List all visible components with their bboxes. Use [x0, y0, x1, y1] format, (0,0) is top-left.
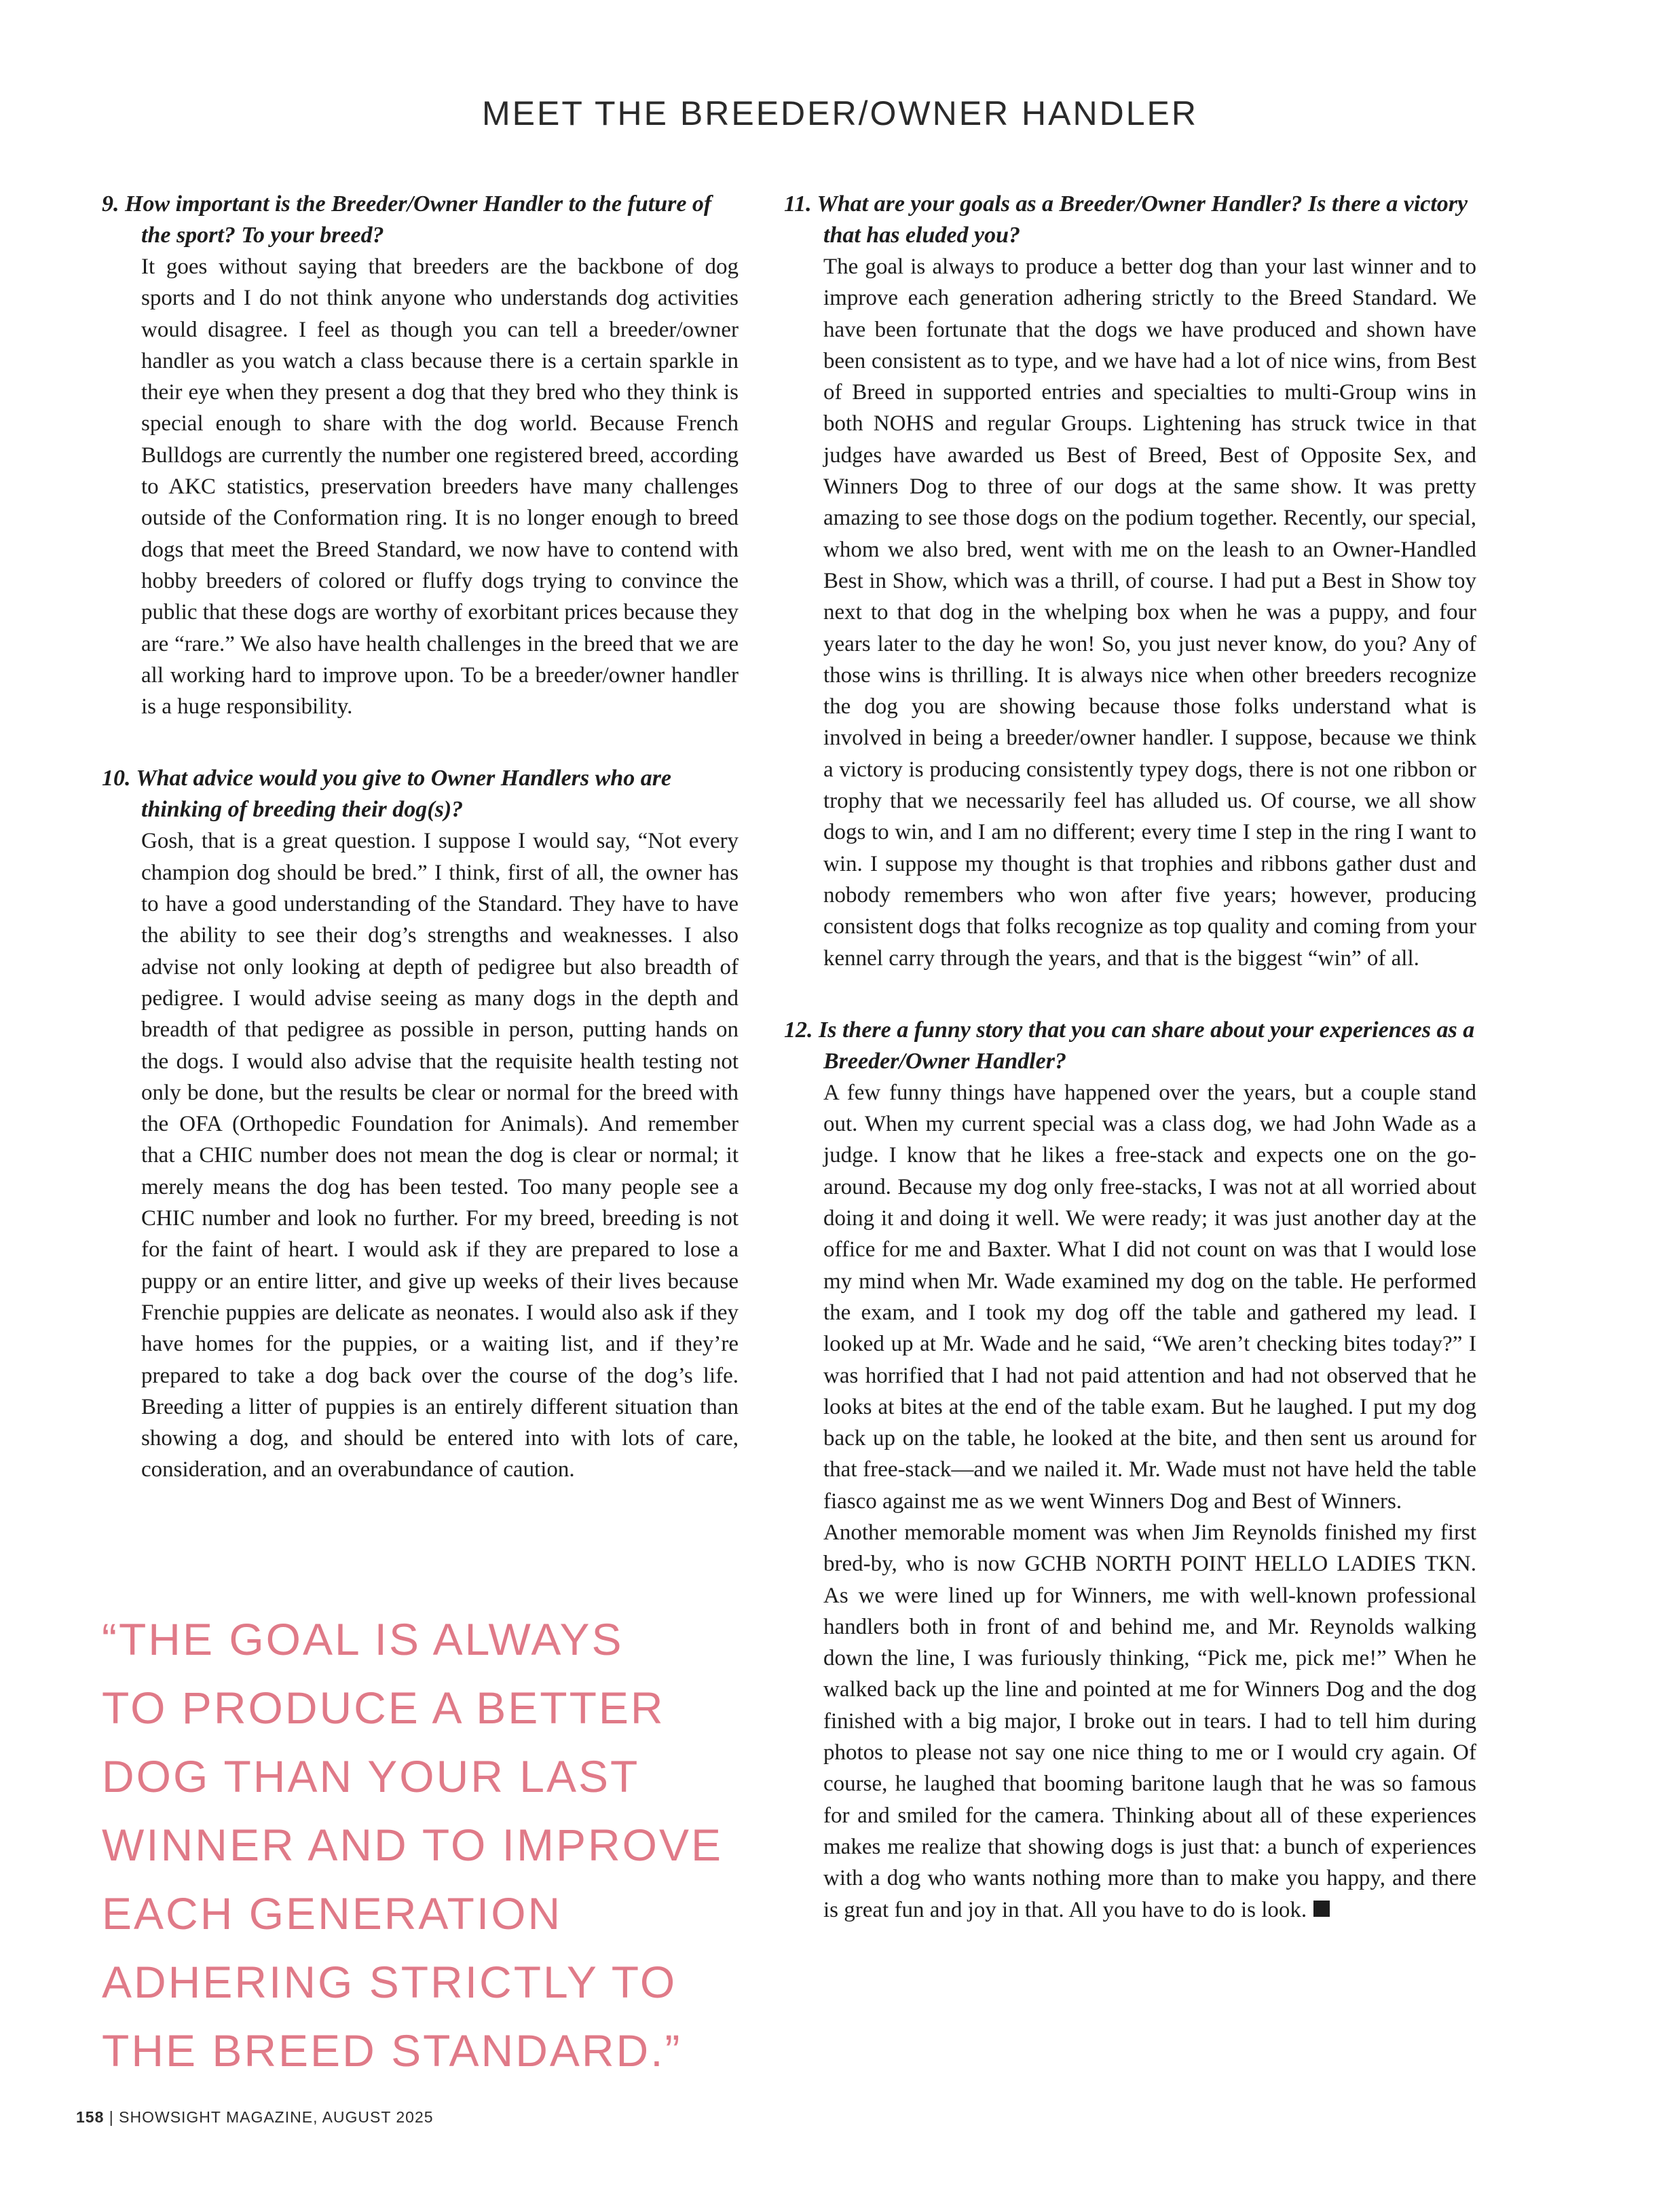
answer-12-continued	[823, 1517, 1476, 1926]
pull-quote-line: DOG THAN YOUR LAST	[102, 1751, 640, 1801]
answer-9: It goes without saying that breeders are the backbone of dog sports and I do not think anyone who understands dog activities would disagree. I feel as though you can tell a breeder/owner handler as you watch a class because there is a certain sparkle in their eye when they present a dog that they bred who they think is special enough to share with the dog world. Because French Bulldogs are currently the number one registered breed, according to AKC statistics, preservation breeders have many challenges outside of the Conformation ring. It is no longer enough to breed dogs that meet the Breed Standard, we now have to contend with hobby breeders of colored or fluffy dogs trying to convince the public that these dogs are worthy of exorbitant prices because they are “rare.” We also have health challenges in the breed that we are all working hard to improve upon. To be a breeder/owner handler is a huge responsibility.	[141, 255, 739, 719]
pull-quote-line: THE BREED STANDARD.”	[102, 2025, 682, 2076]
answer-10: Gosh, that is a great question. I suppose I would say, “Not every champion dog should be bred.” I think, first of all, the owner has to have a good understanding of the Standard. They have to have the ability to see their dog’s strengths and weaknesses. I also advise not only looking at depth of pedigree but also breadth of pedigree. I would advise seeing as many dogs in the depth and breadth of that pedigree as possible in person, putting hands on the dogs. I would also advise that the requisite health testing not only be done, but the results be clear or normal for the breed with the OFA (Orthopedic Foundation for Animals). And remember that a CHIC number does not mean the dog is clear or normal; it merely means the dog has been tested. Too many people see a CHIC number and look no further. For my breed, breeding is not for the faint of heart. I would ask if they are prepared to lose a puppy or an entire litter, and give up weeks of their lives because Frenchie puppies are delicate as neonates. I would also ask if they have homes for the puppies, or a waiting list, and if they’re prepared to take a dog back over the course of the dog’s life. Breeding a litter of puppies is an entirely different situation than showing a dog, and should be entered into with lots of care, consideration, and an overabundance of caution.	[141, 829, 739, 1482]
right-column	[784, 189, 1476, 1966]
pull-quote-line: EACH GENERATION	[102, 1888, 563, 1939]
qa-block-9	[102, 189, 739, 722]
page-footer	[76, 2108, 434, 2127]
qa-block-11	[784, 189, 1476, 974]
pull-quote-line: ADHERING STRICTLY TO	[102, 1957, 677, 2007]
pull-quote-line: WINNER AND TO IMPROVE	[102, 1820, 724, 1870]
pull-quote	[102, 1605, 753, 2085]
answer-12-continued-text: Another memorable moment was when Jim Reynolds finished my first bred-by, who is now GCHB NORTH POINT HELLO LADIES TKN. As we were lined up for Winners, me with well-known professional handlers both in front of and behind me, and Mr. Reynolds walking down the line, I was furiously thinking, “Pick me, pick me!” When he walked back up the line and pointed at me for Winners Dog and the dog finished with a big major, I broke out in tears. I had to tell him during photos to please not say one nice thing to me or I would cry again. Of course, he laughed that booming baritone laugh that he was so famous for and smiled for the camera. Thinking about all of these experiences makes me realize that showing dogs is just that: a bunch of experiences with a dog who wants nothing more than to make you happy, and there is great fun and joy in that. All you have to do is look.	[823, 1520, 1476, 1922]
page-number: 158	[76, 2108, 105, 2126]
pull-quote-line: “THE GOAL IS ALWAYS	[102, 1614, 624, 1664]
answer-11: The goal is always to produce a better dog than your last winner and to improve each generation adhering strictly to the Breed Standard. We have been fortunate that the dogs we have produced and shown have been consistent as to type, and we have had a lot of nice wins, from Best of Breed in supported entries and specialties to multi-Group wins in both NOHS and regular Groups. Lightening has struck twice in that judges have awarded us Best of Breed, Best of Opposite Sex, and Winners Dog to three of our dogs at the same show. It was pretty amazing to see those dogs on the podium together. Recently, our special, whom we also bred, went with me on the leash to an Owner-Handled Best in Show, which was a thrill, of course. I had put a Best in Show toy next to that dog in the whelping box when he was a puppy, and four years later to the day he won! So, you just never know, do you? Any of those wins is thrilling. It is always nice when other breeders recognize the dog you are showing because those folks understand what is involved in being a breeder/owner handler. I suppose, because we think a victory is producing consistently typey dogs, there is not one ribbon or trophy that we necessarily feel has alluded us. Of course, we all show dogs to win, and I am no different; every time I step in the ring I want to win. I suppose my thought is that trophies and ribbons gather dust and nobody remembers who won after five years; however, producing consistent dogs that folks recognize as top quality and coming from your kennel carry through the years, and that is the biggest “win” of all.	[823, 255, 1476, 971]
left-column	[102, 189, 739, 1527]
pull-quote-line: TO PRODUCE A BETTER	[102, 1683, 665, 1733]
footer-separator: |	[104, 2108, 119, 2126]
qa-block-10	[102, 763, 739, 1485]
end-of-article-mark	[1313, 1901, 1330, 1917]
question-10: 10. What advice would you give to Owner Handlers who are thinking of breeding their dog(s)?	[102, 766, 672, 823]
question-12: 12. Is there a funny story that you can share about your experiences as a Breeder/Owner Handler?	[784, 1017, 1475, 1074]
publication-name: SHOWSIGHT MAGAZINE, AUGUST 2025	[119, 2108, 434, 2126]
question-9: 9. How important is the Breeder/Owner Handler to the future of the sport? To your breed?	[102, 191, 712, 248]
page-header-title: MEET THE BREEDER/OWNER HANDLER	[482, 94, 1198, 132]
qa-block-12	[784, 1015, 1476, 1926]
answer-12: A few funny things have happened over the years, but a couple stand out. When my current special was a class dog, we had John Wade as a judge. I know that he likes a free-stack and expects one on the go-around. Because my dog only free-stacks, I was not at all worried about doing it and doing it well. We were ready; it was just another day at the office for me and Baxter. What I did not count on was that I would lose my mind when Mr. Wade examined my dog on the table. He performed the exam, and I took my dog off the table and gathered my lead. I looked up at Mr. Wade and he said, “We aren’t checking bites today?” I was horrified that I had not paid attention and had not observed that he looks at bites at the end of the table exam. But he laughed. I put my dog back up on the table, he looked at the bite, and then sent us around for that free-stack—and we nailed it. Mr. Wade must not have held the table fiasco against me as we went Winners Dog and Best of Winners.	[823, 1080, 1476, 1514]
question-11: 11. What are your goals as a Breeder/Owner Handler? Is there a victory that has eluded you?	[784, 191, 1468, 248]
